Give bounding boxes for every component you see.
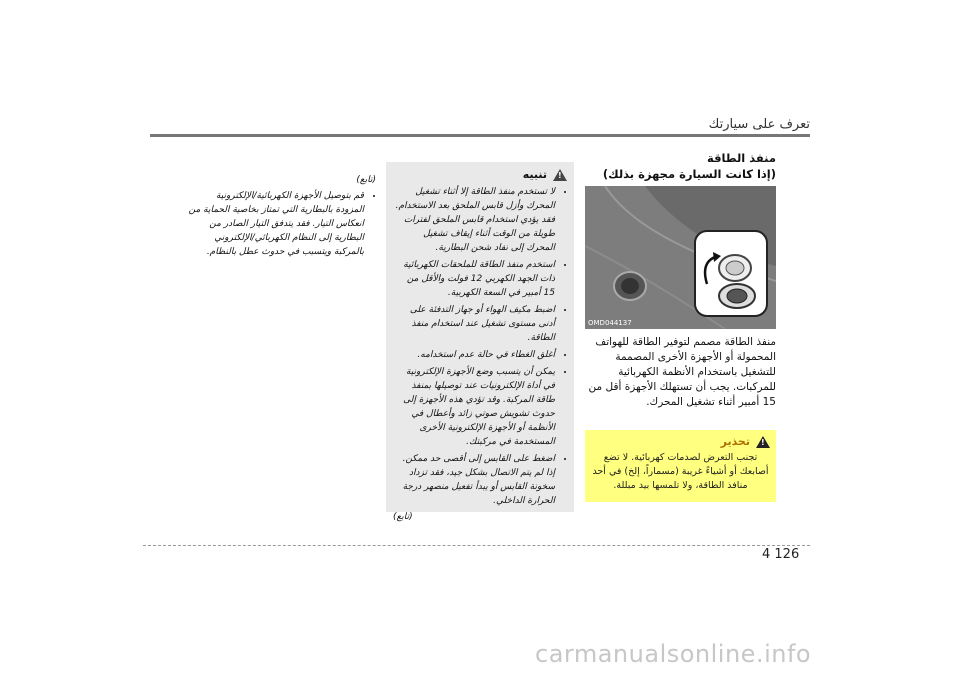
warning-title: تحذير bbox=[720, 435, 750, 448]
caution-item: • اضبط مكيف الهواء أو جهاز التدفئة على أدنى مستوى تشغيل عند استخدام منفذ الطاقة. bbox=[393, 303, 555, 345]
header-title: تعرف على سيارتك bbox=[708, 117, 810, 132]
section-title: منفذ الطاقة bbox=[706, 151, 776, 165]
warning-icon: ! bbox=[756, 436, 770, 448]
power-outlet-illustration bbox=[585, 186, 776, 329]
caution-continued: (تابع) bbox=[393, 512, 413, 522]
caution-title: تنبيه bbox=[522, 168, 547, 181]
left-column bbox=[188, 175, 376, 262]
header-rule bbox=[150, 134, 810, 137]
caution-item: • أغلق الغطاء في حالة عدم استخدامه. bbox=[393, 348, 555, 362]
warning-header bbox=[591, 435, 770, 448]
left-continued: (تابع) bbox=[356, 175, 376, 185]
caution-item: • لا تستخدم منفذ الطاقة إلا أثناء تشغيل المحرك وأزل قابس الملحق بعد الاستخدام. فقد يؤدي استخدام قابس الملحق لفترات طويلة من الوقت أثناء إيقاف تشغيل المحرك إلى نفاد شحن البطارية. bbox=[393, 185, 555, 255]
power-outlet-section bbox=[585, 150, 776, 410]
warning-box bbox=[585, 430, 776, 502]
image-code: OMD044137 bbox=[588, 319, 632, 327]
left-list bbox=[188, 189, 376, 259]
section-body: منفذ الطاقة مصمم لتوفير الطاقة للهواتف المحمولة أو الأجهزة الأخرى المصممة للتشغيل باستخدام الأنظمة الكهربائية للمركبات. يجب أن تستهلك الأجهزة أقل من 15 أمبير أثناء تشغيل المحرك. bbox=[588, 336, 776, 408]
left-item: • قم بتوصيل الأجهزة الكهربائية/الإلكترونية المزودة بالبطارية التي تمتاز بخاصية الحماية من انعكاس التيار. فقد يتدفق التيار الصادر من البطارية إلى النظام الكهربائي/الإلكتروني بالمركبة ويتسبب في حدوث عطل بالنظام. bbox=[188, 189, 364, 259]
caution-header bbox=[393, 168, 567, 181]
section-subtitle: (إذا كانت السيارة مجهزة بذلك) bbox=[602, 167, 776, 181]
caution-list bbox=[393, 185, 567, 508]
caution-icon: ! bbox=[553, 169, 567, 181]
warning-text: تجنب التعرض لصدمات كهربائية. لا تضع أصابعك أو أشياءً غريبة (مسماراً، إلخ) في أحد منافذ الطاقة، ولا تلمسها بيد مبللة. bbox=[592, 452, 769, 491]
watermark: carmanualsonline.info bbox=[535, 640, 812, 668]
caution-box bbox=[386, 162, 574, 522]
footer-rule bbox=[143, 545, 810, 546]
page-number: 4 126 bbox=[762, 547, 800, 562]
power-outlet-photo bbox=[585, 186, 776, 329]
caution-item: • استخدم منفذ الطاقة للملحقات الكهربائية ذات الجهد الكهربي 12 فولت والأقل من 15 أمبير في السعة الكهربية. bbox=[393, 258, 555, 300]
caution-item: • اضغط على القابس إلى أقصى حد ممكن. إذا لم يتم الاتصال بشكل جيد، فقد تزداد سخونة القابس أو يبدأ تفعيل منصهر درجة الحرارة الداخلي. bbox=[393, 452, 555, 508]
caution-item: • يمكن أن يتسبب وضع الأجهزة الإلكترونية في أداة الإلكترونيات عند توصيلها بمنفذ طاقة المركبة. وقد تؤدي هذه الأجهزة إلى حدوث تشويش صوتي زائد وأعطال في الأنظمة أو الأجهزة الإلكترونية الأخرى المستخدمة في مركبتك. bbox=[393, 365, 555, 449]
